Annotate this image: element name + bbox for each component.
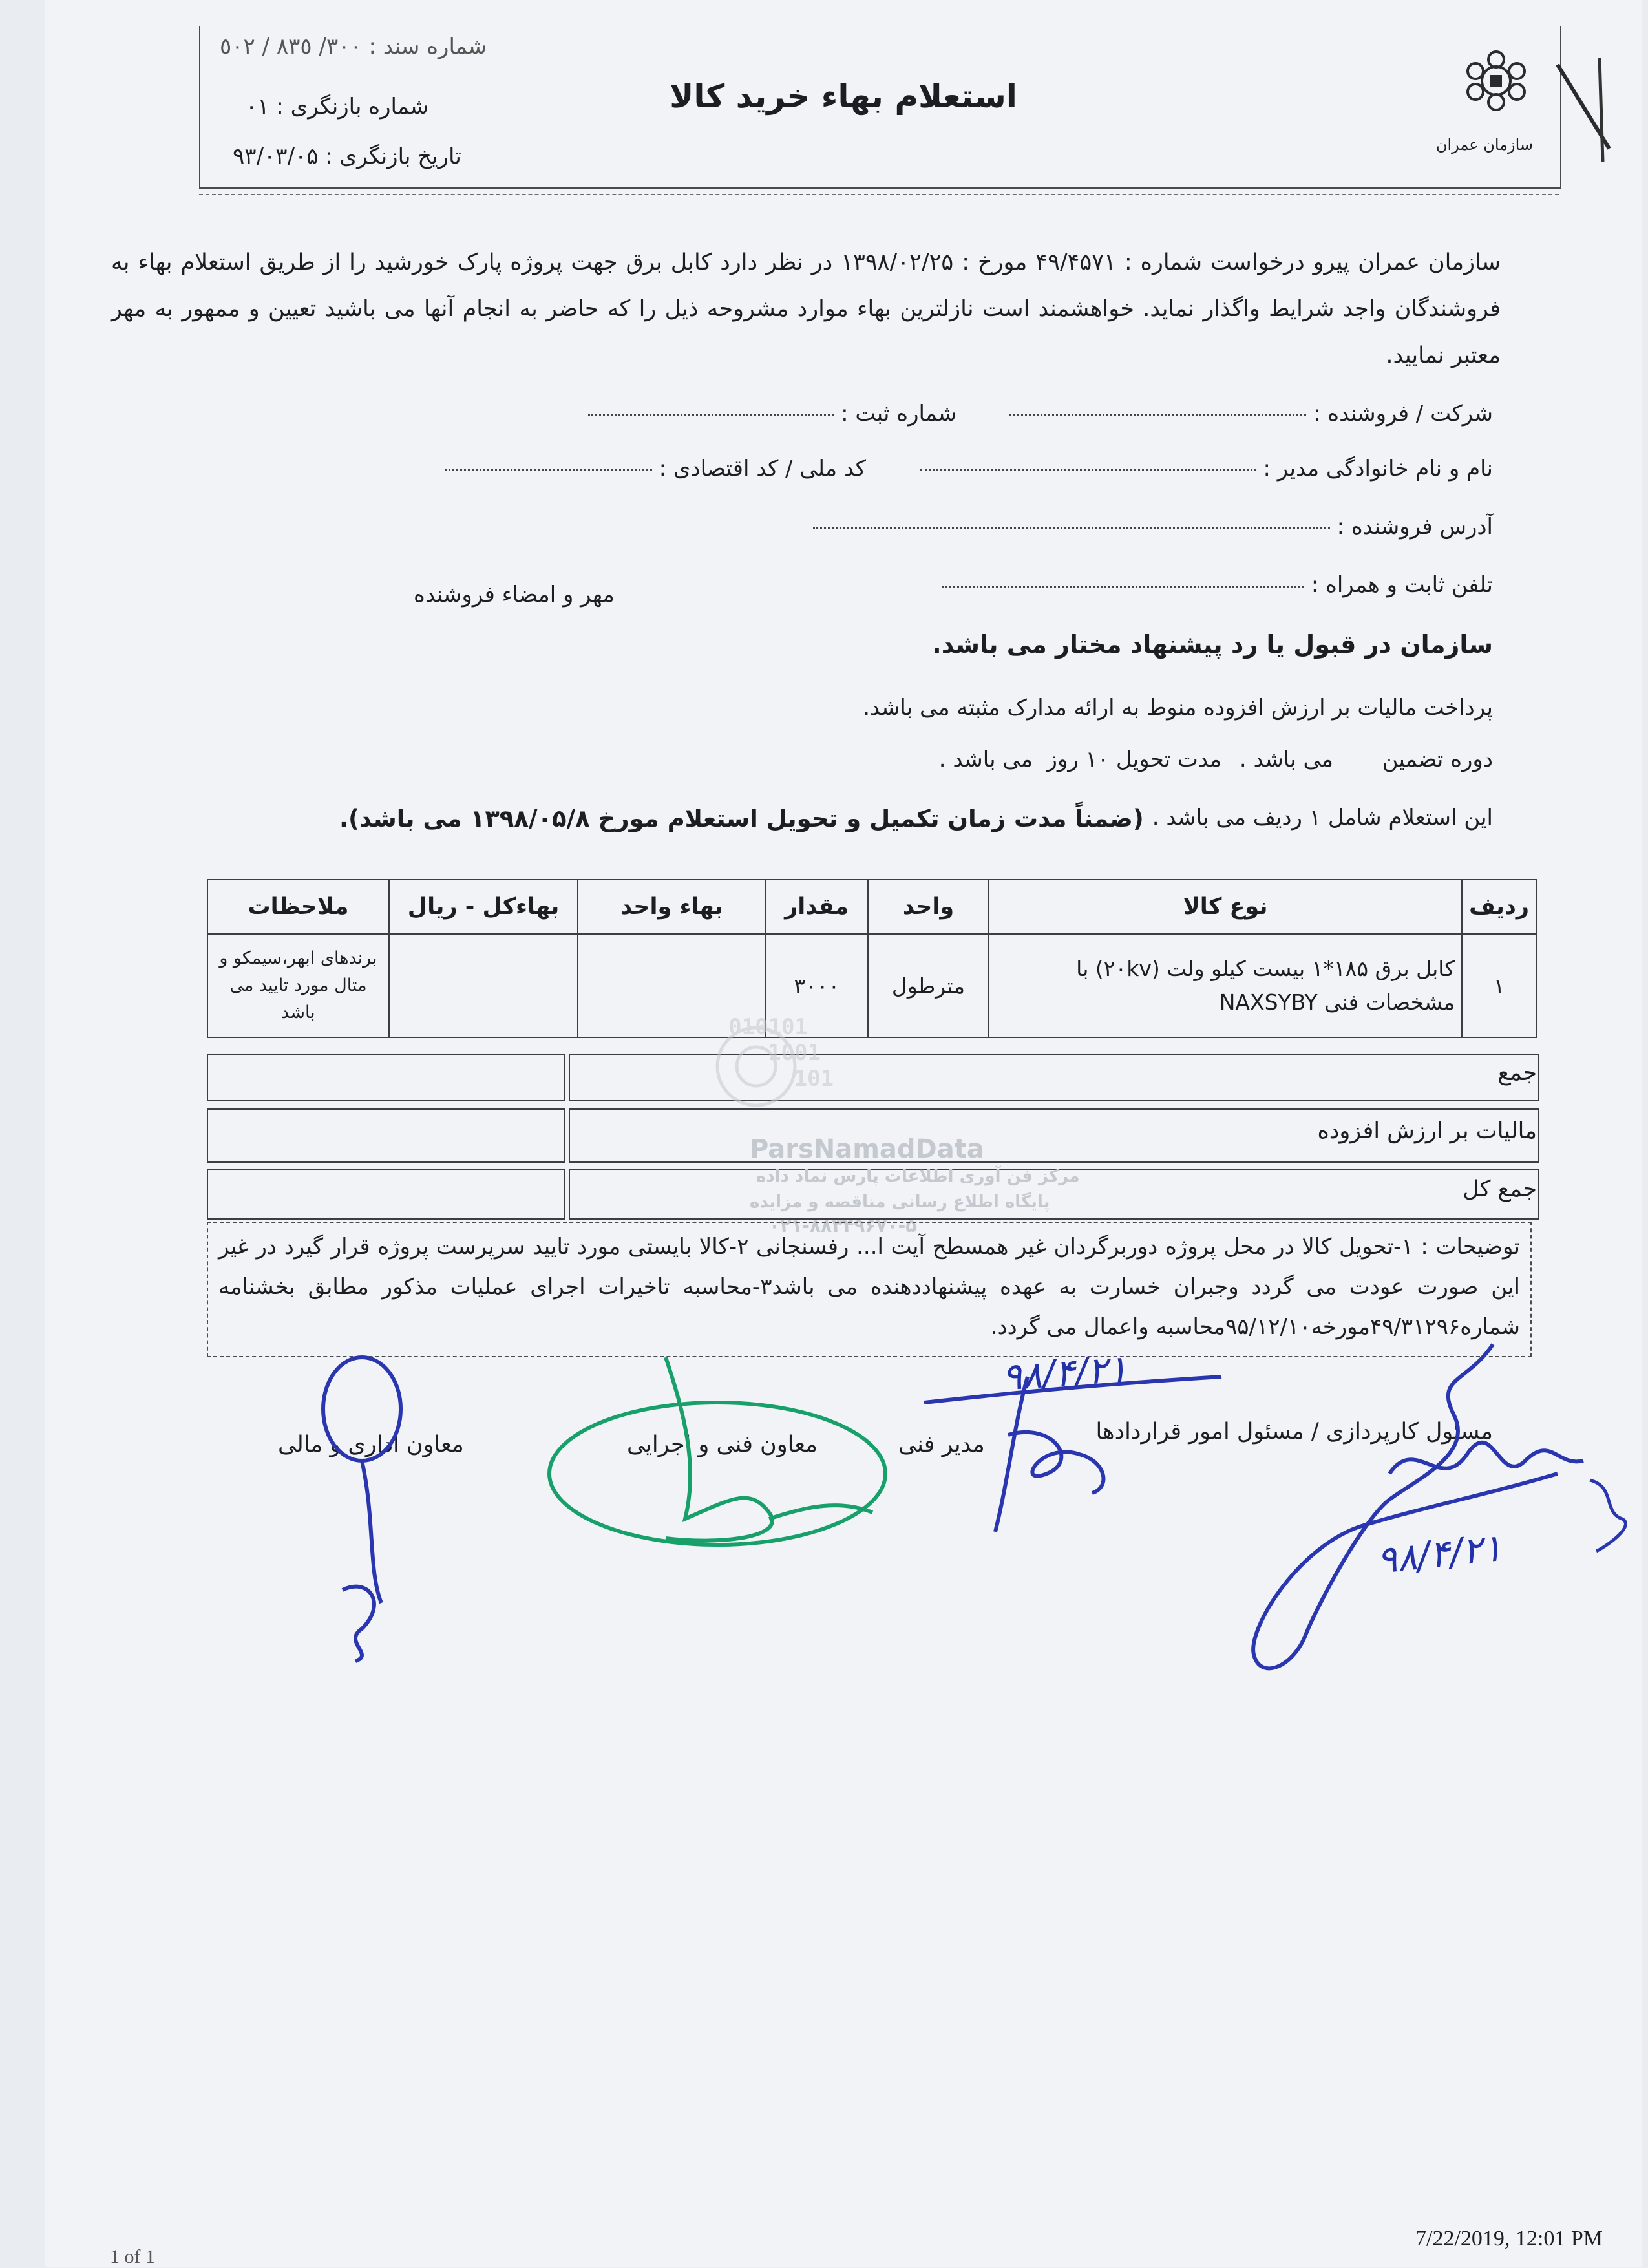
procurement-signature bbox=[1221, 1331, 1609, 1693]
svg-text:1001: 1001 bbox=[768, 1040, 821, 1066]
procurement-initials bbox=[1577, 1467, 1642, 1558]
document-page bbox=[45, 0, 1642, 2267]
header-total: بهاءكل - ريال bbox=[389, 880, 578, 934]
technical-deputy-signature-label: معاون فنی و اجرايی bbox=[627, 1432, 818, 1457]
cell-qty: ۳۰۰۰ bbox=[766, 934, 868, 1037]
manager-field bbox=[920, 456, 1493, 482]
company-blank bbox=[1009, 413, 1306, 416]
handwritten-date-top: ۹۸/۴/۲۱ bbox=[1000, 1346, 1129, 1399]
national-code-label: كد ملی / كد اقتصادی : bbox=[659, 456, 866, 482]
organization-logo-label: سازمان عمران bbox=[1435, 136, 1533, 154]
page-title: استعلام بهاء خريد كالا bbox=[670, 78, 1017, 115]
address-blank bbox=[813, 526, 1330, 529]
technical-manager-signature-label: مدير فنی bbox=[898, 1432, 985, 1457]
sum-value-box bbox=[207, 1054, 565, 1101]
technical-deputy-signature bbox=[536, 1351, 924, 1571]
company-field bbox=[1009, 401, 1493, 427]
delivery-clause: مدت تحويل ۱۰ روز می باشد . bbox=[938, 747, 1221, 772]
watermark-phone: ۰۲۱-۸۸۳۴۹۶۷۰-۵ bbox=[769, 1215, 917, 1236]
handwritten-date-bottom: ۹۸/۴/۲۱ bbox=[1374, 1525, 1505, 1582]
vat-clause: پرداخت ماليات بر ارزش افزوده منوط به ارائه مدارک مثبته می باشد. bbox=[863, 695, 1493, 721]
registration-field bbox=[588, 401, 956, 427]
cell-total bbox=[389, 934, 578, 1037]
address-label: آدرس فروشنده : bbox=[1336, 514, 1493, 540]
cell-row-number: ۱ bbox=[1462, 934, 1536, 1037]
registration-label: شماره ثبت : bbox=[841, 401, 956, 427]
header-qty: مقدار bbox=[766, 880, 868, 934]
intro-paragraph: سازمان عمران پيرو درخواست شماره : ۴۹/۴۵۷۱ مورخ : ۱۳۹۸/۰۲/۲۵ در نظر دارد كابل برق جهت پروژه پارک خورشيد را از طريق استعلام بهاء به فروشندگان واجد شرايط واگذار نمايد. خواهشمند است نازلترين بهاء موارد مشروحه ذيل را كه حاضر به انجام آنها می باشيد تعيين و ممهور به مهر معتبر نماييد. bbox=[111, 249, 1501, 368]
header-unit-price: بهاء واحد bbox=[578, 880, 765, 934]
warranty-clause: دوره تضمين می باشد . bbox=[1239, 747, 1493, 772]
admin-deputy-signature bbox=[304, 1357, 433, 1668]
technical-manager-signature bbox=[911, 1364, 1234, 1571]
seller-stamp-label: مهر و امضاء فروشنده bbox=[414, 582, 615, 608]
phone-field bbox=[942, 572, 1493, 598]
procurement-signature-label: مسئول كارپردازی / مسئول امور قراردادها bbox=[1095, 1419, 1493, 1445]
notes-box: توضيحات : ۱-تحويل كالا در محل پروژه دوربرگردان غير همسطح آيت ا... رفسنجانی ۲-كالا بايستی مورد تاييد سرپرست پروژه قرار گيرد در غير اين صورت عودت می گردد وجبران خسارت به عهده پيشنهاددهنده می باشد۳-محاسبه تاخيرات اجرای عمليات مذكور مطابق بخشنامه شماره۴۹/۳۱۲۹۶مورخه۹۵/۱۲/۱۰محاسبه واعمال می گردد. bbox=[207, 1222, 1532, 1357]
watermark-line2: پايگاه اطلاع رسانی مناقصه و مزايده bbox=[750, 1192, 1050, 1212]
cell-item: كابل برق ۱۸۵*۱ بيست كيلو ولت (۲۰kv) با مشخصات فنی NAXSYBY bbox=[989, 934, 1462, 1037]
grand-total-label: جمع كل bbox=[1463, 1176, 1537, 1202]
admin-deputy-signature-label: معاون اداری و مالی bbox=[278, 1432, 464, 1457]
header-separator bbox=[199, 194, 1559, 195]
company-label: شركت / فروشنده : bbox=[1313, 401, 1493, 427]
vat-label: ماليات بر ارزش افزوده bbox=[1317, 1118, 1537, 1144]
national-code-blank bbox=[445, 468, 652, 471]
table-header-row bbox=[207, 880, 1536, 934]
header-unit: واحد bbox=[868, 880, 989, 934]
svg-text:101: 101 bbox=[794, 1066, 834, 1092]
acceptance-clause: سازمان در قبول يا رد پيشنهاد مختار می باشد. bbox=[932, 630, 1493, 659]
completion-clause: (ضمناً مدت زمان تكميل و تحويل استعلام مورخ ۱۳۹۸/۰۵/۸ می باشد). bbox=[339, 805, 1144, 832]
phone-label: تلفن ثابت و همراه : bbox=[1311, 572, 1493, 598]
revision-number: شماره بازنگری : ۰۱ bbox=[246, 94, 428, 120]
vat-value-box bbox=[207, 1108, 565, 1163]
watermark-logo-icon bbox=[704, 1008, 911, 1125]
cell-unit: مترطول bbox=[868, 934, 989, 1037]
doc-number: شماره سند : ٣٠٠/ ٨٣٥ / ٥٠٢ bbox=[220, 34, 487, 59]
svg-text:010101: 010101 bbox=[728, 1014, 808, 1040]
registration-blank bbox=[588, 413, 834, 416]
cell-remarks: برندهای ابهر،سيمكو و متال مورد تاييد می باشد bbox=[207, 934, 389, 1037]
phone-blank bbox=[942, 584, 1304, 588]
sum-label: جمع bbox=[1497, 1060, 1537, 1086]
address-field bbox=[813, 514, 1493, 540]
watermark-line1: مركز فن آوری اطلاعات پارس نماد داده bbox=[756, 1167, 1080, 1186]
print-timestamp: 7/22/2019, 12:01 PM bbox=[1415, 2227, 1603, 2251]
header-row-number: رديف bbox=[1462, 880, 1536, 934]
revision-date: تاريخ بازنگری : ۹۳/۰۳/۰۵ bbox=[233, 143, 461, 169]
manager-blank bbox=[920, 468, 1256, 471]
watermark-brand: ParsNamadData bbox=[750, 1134, 984, 1164]
page-count: 1 of 1 bbox=[110, 2246, 155, 2267]
manager-label: نام و نام خانوادگی مدير : bbox=[1263, 456, 1493, 482]
national-code-field bbox=[445, 456, 866, 482]
header-remarks: ملاحظات bbox=[207, 880, 389, 934]
grand-total-value-box bbox=[207, 1169, 565, 1220]
header-item: نوع كالا bbox=[989, 880, 1462, 934]
rows-clause: اين استعلام شامل ۱ رديف می باشد . bbox=[1152, 805, 1493, 831]
